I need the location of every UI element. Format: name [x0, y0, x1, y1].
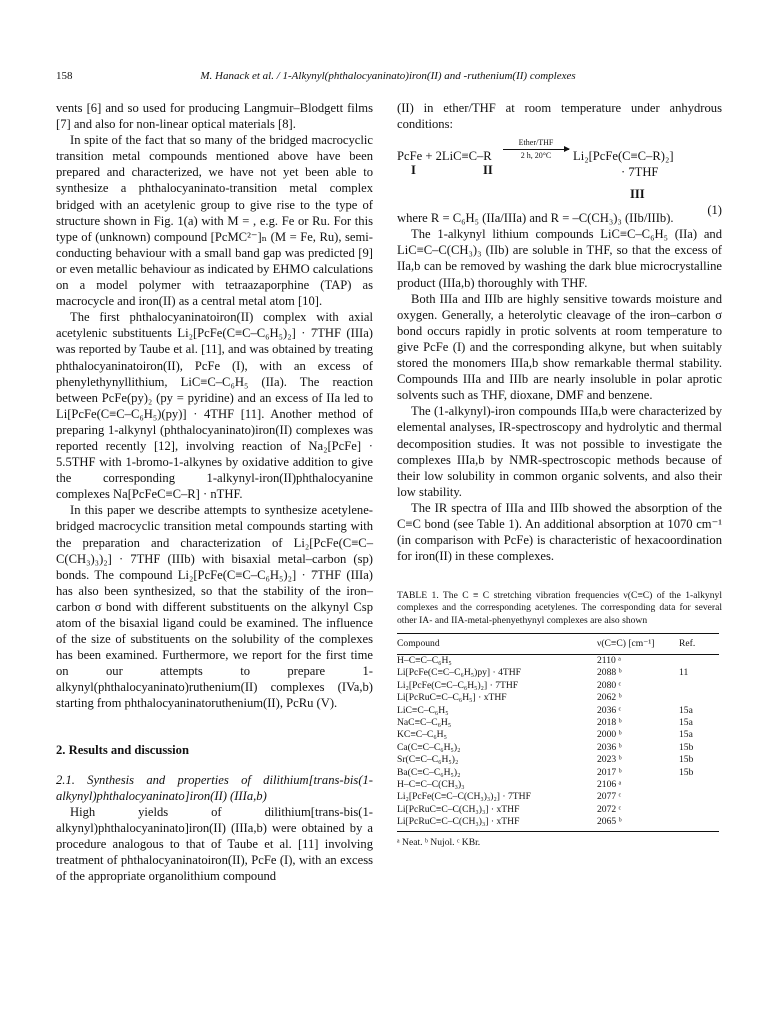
compound-label: III [630, 187, 645, 202]
frequency-cell: 2065 ᵇ [597, 816, 679, 831]
reference-cell: 11 [679, 667, 689, 679]
paragraph: In spite of the fact that so many of the bridged macrocyclic transition metal compounds mentioned above have been prepared and characterized, we have not yet been able to synthesize a phthalocyaninato-transition metal complex bridged with an acetylenic group to give rise to the type of structure shown in Fig. 1(a) with M = , e.g. Fe or Ru. For this type of (unknown) compound [PcMC²⁻]ₙ (M = Fe, Ru), semi-conducting behaviour with a small band gap was predicted [9] or even metallic behaviour as indicated by EHMO calculations on a model polymer with tetraazaporphine (TAP) as macrocycle and iron(II) as a central metal atom [10]. [56, 133, 373, 309]
compound-cell: Li[PcFe(C≡C–C₆H₅)py] · 4THF [397, 667, 522, 679]
frequency-cell: 2088 ᵇ [597, 667, 622, 679]
arrow-icon [503, 149, 569, 150]
compound-cell: Li₂[PcFe(C≡C–C₆H₅)₂] · 7THF [397, 679, 519, 691]
paragraph: High yields of dilithium[trans-bis(1-alkynyl)phthalocyaninato]iron(II) (IIIa,b) were obtained by a procedure analogous to that of Taube et al. [11] involving treatment of phthalocyaninatoiron(II), PcFe (I), with an excess of the appropriate organolithium compound [56, 804, 373, 884]
reference-cell [679, 779, 719, 791]
compound-cell: Li[PcRuC≡C–C(CH₃)₃] · xTHF [397, 803, 520, 815]
reference-cell [679, 791, 719, 803]
reference-cell: 15a [679, 716, 693, 728]
table-row [397, 791, 719, 803]
table-row [397, 717, 719, 729]
reference-cell: 15a [679, 704, 693, 716]
paragraph: The first phthalocyaninatoiron(II) complex with axial acetylenic substituents Li₂[PcFe(C≡C–C₆H₅)₂] · 7THF (IIIa) was reported by Taube et al. [11], and was obtained by treating phthalocyaninatoiron(II), PcFe (I), with an excess of phenylethynyllithium, LiC≡C–C₆H₅ (IIa). The reaction between PcFe(py)₂ (py = pyridine) and an excess of IIa led to Li[PcFe(C≡C–C₆H₅)(py)] · 4THF [11]. Another method of preparing 1-alkynyl (phthalocyaninato)iron(II) complexes was reported recently [12], involving reaction of Na₂[PcFe] · 5.5THF with 1-bromo-1-alkynes by oxidative addition to give the corresponding 1-alkynyl-iron(II)phthalocyanine complexes Na[PcFeC≡C–R] · nTHF. [56, 310, 373, 502]
paragraph: The 1-alkynyl lithium compounds LiC≡C–C₆H₅ (IIa) and LiC≡C–C(CH₃)₃ (IIb) are soluble in THF, so that the excess of IIa,b can be removed by washing the dark blue microcrystalline product (IIIa,b) thoroughly with THF. [397, 227, 722, 290]
arrow-condition-top: Ether/THF [518, 138, 554, 148]
reaction-arrow [503, 138, 569, 161]
equation-reactants: PcFe + 2LiC≡C–R [397, 149, 492, 164]
table-row [397, 680, 719, 692]
frequency-cell: 2036 ᵇ [597, 741, 622, 753]
reference-cell: 15b [679, 741, 694, 753]
table-body [397, 654, 719, 831]
compound-cell: Li[PcRuC≡C–C₆H₅] · xTHF [397, 692, 507, 704]
compound-label: II [483, 163, 493, 178]
compound-cell: Ca(C≡C–C₆H₅)₂ [397, 741, 461, 753]
paragraph: In this paper we describe attempts to synthesize acetylene-bridged macrocyclic transition metal compounds starting with the preparation and characterization of Li₂[PcFe(C≡C–C(CH₃)₃)₂] · 7THF (IIIb) with bisaxial metal–carbon (sp) bonds. The compound Li₂[PcFe(C≡C–C₆H₅)₂] · 7THF (IIIa) has also been synthesized, so that the stability of the iron–carbon σ bond with different substituents on the alkynyl Csp atom of the bisaxial ligand could be examined. The influence of the size of substituents on the solubility of the complexes has been examined. Furthermore, we report for the first time on our attempts to prepare 1-alkynyl(phthalocyaninato)ruthenium(II) complexes (IVa,b) starting from phthalocyaninatoruthenium(II), PcRu (V). [56, 503, 373, 711]
table-row [397, 754, 719, 766]
frequency-cell: 2062 ᵇ [597, 692, 622, 704]
frequency-cell: 2077 ᶜ [597, 791, 622, 803]
paragraph: Both IIIa and IIIb are highly sensitive towards moisture and oxygen. Generally, a heterolytic cleavage of the iron–carbon σ bond occurs rapidly in protic solvents at room temperature to give PcFe (I) and the corresponding alkyne, but when suitably stored the monomers IIIa,b show remarkable thermal stability. Compounds IIIa and IIIb are nearly insoluble in polar aprotic solvents such as THF, dioxane, DMF and benzene. [397, 291, 722, 403]
frequency-cell: 2023 ᵇ [597, 754, 622, 766]
table-row [397, 742, 719, 754]
reference-cell: 15a [679, 729, 693, 741]
paragraph: vents [6] and so used for producing Langmuir–Blodgett films [7] and also for non-linear optical materials [8]. [56, 101, 373, 132]
table-row [397, 729, 719, 741]
table-row [397, 692, 719, 704]
reference-cell: 15b [679, 754, 694, 766]
compound-cell: Li[PcRuC≡C–C(CH₃)₃] · xTHF [397, 816, 597, 831]
paragraph: The IR spectra of IIIa and IIIb showed the absorption of the C≡C bond (see Table 1). An additional absorption at 1070 cm⁻¹ (in comparison with PcFe) is characteristic of hexacoordination for iron(II) in these complexes. [397, 500, 722, 564]
ir-frequency-table [397, 633, 719, 832]
compound-cell: KC≡C–C₆H₅ [397, 729, 447, 741]
equation-product: Li₂[PcFe(C≡C–R)₂] [573, 149, 674, 164]
paragraph: where R = C₆H₅ (IIa/IIIa) and R = –C(CH₃)₃ (IIb/IIIb). [397, 211, 674, 226]
table-row [397, 804, 719, 816]
table-row [397, 779, 719, 791]
compound-cell: H–C≡C–C₆H₅ [397, 654, 452, 666]
arrow-condition-bottom: 2 h, 20°C [520, 151, 552, 161]
compound-cell: NaC≡C–C₆H₅ [397, 716, 452, 728]
table-row [397, 667, 719, 679]
compound-cell: Sr(C≡C–C₆H₅)₂ [397, 754, 459, 766]
equation-solvate: · 7THF [621, 165, 659, 180]
frequency-cell: 2017 ᵇ [597, 766, 622, 778]
frequency-cell: 2072 ᶜ [597, 803, 622, 815]
column-header: Ref. [679, 633, 719, 654]
table-footnote: ᵃ Neat. ᵇ Nujol. ᶜ KBr. [397, 836, 481, 848]
compound-cell: Li₂[PcFe(C≡C–C(CH₃)₃)₂] · 7THF [397, 791, 531, 803]
reaction-equation [397, 134, 722, 218]
paragraph: (II) in ether/THF at room temperature under anhydrous conditions: [397, 101, 722, 132]
table-caption: TABLE 1. The C ≡ C stretching vibration frequencies ν(C≡C) of the 1-alkynyl complexes and the corresponding acetylenes. The corresponding data for several other IA- and IIA-metal-phenyethynyl complexes are also shown [397, 590, 722, 626]
table-row [397, 654, 719, 667]
frequency-cell: 2110 ᵃ [597, 654, 621, 666]
table-header-row [397, 633, 719, 654]
page-number: 158 [56, 70, 73, 82]
reference-cell [679, 692, 719, 704]
reference-cell [679, 804, 719, 816]
compound-label: I [411, 163, 416, 178]
reference-cell [679, 654, 719, 667]
running-title: M. Hanack et al. / 1-Alkynyl(phthalocyaninato)iron(II) and -ruthenium(II) complexes [200, 70, 576, 82]
paragraph: The (1-alkynyl)-iron compounds IIIa,b were characterized by elemental analyses, IR-spectroscopy and hydrolytic and thermal decomposition studies. It was not possible to investigate the complexes IIIa,b by NMR-spectroscopic methods because of their low solubility in common organic solvents, and also their low stability. [397, 404, 722, 499]
frequency-cell: 2106 ᵃ [597, 779, 622, 791]
reference-cell [679, 680, 719, 692]
column-header: ν(C≡C) [cm⁻¹] [597, 633, 679, 654]
frequency-cell: 2000 ᵇ [597, 729, 622, 741]
right-column [397, 100, 722, 851]
frequency-cell: 2018 ᵇ [597, 716, 622, 728]
table-row [397, 705, 719, 717]
left-column [56, 100, 373, 884]
section-heading: 2. Results and discussion [56, 742, 189, 757]
reference-cell: 15b [679, 766, 694, 778]
table-row [397, 816, 719, 831]
compound-cell: LiC≡C–C₆H₅ [397, 704, 449, 716]
table-row [397, 767, 719, 779]
column-header: Compound [397, 633, 597, 654]
compound-cell: H–C≡C–C(CH₃)₃ [397, 779, 465, 791]
frequency-cell: 2036 ᶜ [597, 704, 622, 716]
compound-cell: Ba(C≡C–C₆H₅)₂ [397, 766, 461, 778]
equation-number: (1) [707, 203, 722, 218]
subsection-heading: 2.1. Synthesis and properties of dilithium[trans-bis(1-alkynyl)phthalocyaninato]iron(II) (IIIa,b) [56, 772, 373, 803]
reference-cell [679, 816, 719, 831]
frequency-cell: 2080 ᶜ [597, 679, 622, 691]
